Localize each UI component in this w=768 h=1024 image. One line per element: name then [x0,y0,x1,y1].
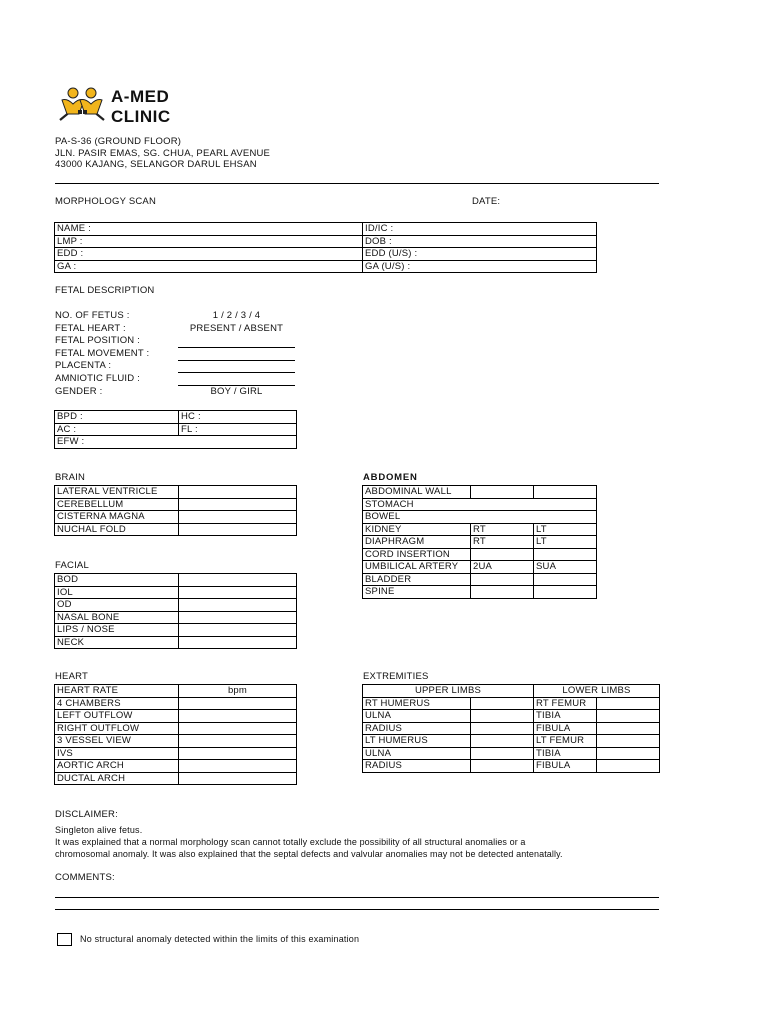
row-label: LATERAL VENTRICLE [55,486,179,499]
extremities-table [362,684,660,773]
table-row [363,498,597,511]
table-row [363,586,597,599]
fetal-heart-options[interactable]: PRESENT / ABSENT [189,323,284,334]
row-label: FIBULA [534,760,597,773]
cisterna-magna-value[interactable] [179,511,297,524]
row-label: CEREBELLUM [55,498,179,511]
fetal-position-line[interactable] [178,347,295,348]
umbilical-2ua-cell[interactable]: 2UA [471,561,534,574]
row-label: TIBIA [534,710,597,723]
table-row [363,523,597,536]
disclaimer-heading: DISCLAIMER: [55,809,118,820]
row-label: NECK [55,636,179,649]
row-label: BOD [55,574,179,587]
table-row [55,599,297,612]
iol-value[interactable] [179,586,297,599]
limb-value[interactable] [597,722,660,735]
limb-value[interactable] [597,697,660,710]
disclaimer-line1: Singleton alive fetus. [55,825,143,835]
edd-field[interactable]: EDD : [55,248,363,261]
table-row [363,561,597,574]
row-label: SPINE [363,586,471,599]
table-row [55,624,297,637]
fetal-position-label: FETAL POSITION : [55,335,141,346]
limb-value[interactable] [597,735,660,748]
address-line3: 43000 KAJANG, SELANGOR DARUL EHSAN [55,159,257,170]
bpd-field[interactable]: BPD : [55,411,179,424]
table-row [55,574,297,587]
table-row [55,511,297,524]
heart-rate-value[interactable]: bpm [179,685,297,698]
table-row [55,486,297,499]
nasal-bone-value[interactable] [179,611,297,624]
fetal-heart-label: FETAL HEART : [55,323,126,334]
row-label: ABDOMINAL WALL [363,486,471,499]
ac-field[interactable]: AC : [55,423,179,436]
abdomen-cell[interactable] [471,548,534,561]
upper-limbs-header: UPPER LIMBS [363,685,534,698]
limb-value[interactable] [471,697,534,710]
abdomen-cell[interactable] [534,586,597,599]
disclaimer-line3: chromosomal anomaly. It was also explained that the septal defects and valvular anomalies may not be detected antenatally. [55,849,563,859]
row-label: LT HUMERUS [363,735,471,748]
lateral-ventricle-value[interactable] [179,486,297,499]
amniotic-fluid-label: AMNIOTIC FLUID : [55,373,141,384]
id-ic-field[interactable]: ID/IC : [363,223,597,236]
row-label: RIGHT OUTFLOW [55,722,179,735]
efw-field[interactable]: EFW : [55,436,297,449]
comments-line-2[interactable] [55,909,659,910]
table-row [363,735,660,748]
aortic-arch-value[interactable] [179,760,297,773]
abdomen-cell[interactable] [534,573,597,586]
clinic-logo [56,84,108,124]
right-outflow-value[interactable] [179,722,297,735]
row-label: CORD INSERTION [363,548,471,561]
table-row [55,772,297,785]
table-row [363,486,597,499]
placenta-label: PLACENTA : [55,360,112,371]
limb-value[interactable] [471,722,534,735]
kidney-rt-cell[interactable]: RT [471,523,534,536]
limb-value[interactable] [597,747,660,760]
limb-value[interactable] [471,760,534,773]
row-label[interactable]: STOMACH [363,498,597,511]
table-row [55,523,297,536]
placenta-line[interactable] [178,372,295,373]
table-row [363,697,660,710]
heart-heading: HEART [55,671,89,682]
comments-label: COMMENTS: [55,872,115,883]
table-row [55,697,297,710]
fetal-movement-line[interactable] [178,360,295,361]
abdomen-cell[interactable] [534,548,597,561]
name-field[interactable]: NAME : [55,223,363,236]
nuchal-fold-value[interactable] [179,523,297,536]
row-label: FIBULA [534,722,597,735]
row-label: TIBIA [534,747,597,760]
fetal-movement-label: FETAL MOVEMENT : [55,348,150,359]
header-divider [55,183,659,184]
table-row [55,722,297,735]
table-row [55,248,597,261]
od-value[interactable] [179,599,297,612]
hc-field[interactable]: HC : [179,411,297,424]
lmp-field[interactable]: LMP : [55,235,363,248]
two-figures-house-logo-icon [56,84,108,124]
extremities-heading: EXTREMITIES [363,671,429,682]
lower-limbs-header: LOWER LIMBS [534,685,660,698]
disclaimer-line2: It was explained that a normal morphology scan cannot totally exclude the possibility of all structural anomalies or a [55,837,526,847]
edd-us-field[interactable]: EDD (U/S) : [363,248,597,261]
facial-table [54,573,297,649]
ga-field[interactable]: GA : [55,260,363,273]
row-label: NASAL BONE [55,611,179,624]
table-row [363,760,660,773]
no-anomaly-checkbox[interactable] [57,933,72,946]
table-row [363,536,597,549]
date-label: DATE: [472,196,501,207]
row-label: UMBILICAL ARTERY [363,561,471,574]
row-label: 4 CHAMBERS [55,697,179,710]
ga-us-field[interactable]: GA (U/S) : [363,260,597,273]
row-label: ULNA [363,710,471,723]
limb-value[interactable] [597,710,660,723]
row-label: HEART RATE [55,685,179,698]
table-row [363,722,660,735]
biometry-table [54,410,297,449]
kidney-lt-cell[interactable]: LT [534,523,597,536]
row-label: RADIUS [363,760,471,773]
row-label: RT HUMERUS [363,697,471,710]
four-chambers-value[interactable] [179,697,297,710]
abdomen-table [362,485,597,599]
umbilical-sua-cell[interactable]: SUA [534,561,597,574]
row-label: RADIUS [363,722,471,735]
cerebellum-value[interactable] [179,498,297,511]
heart-table [54,684,297,785]
dob-field[interactable]: DOB : [363,235,597,248]
table-row [363,747,660,760]
limb-value[interactable] [471,710,534,723]
table-row [55,423,297,436]
abdomen-cell[interactable] [534,486,597,499]
address-line2: JLN. PASIR EMAS, SG. CHUA, PEARL AVENUE [55,148,271,159]
neck-value[interactable] [179,636,297,649]
left-outflow-value[interactable] [179,710,297,723]
table-row [55,735,297,748]
fl-field[interactable]: FL : [179,423,297,436]
page-title: MORPHOLOGY SCAN [55,196,157,207]
brain-table [54,485,297,536]
diaphragm-lt-cell[interactable]: LT [534,536,597,549]
facial-heading: FACIAL [55,560,89,571]
no-fetus-options[interactable]: 1 / 2 / 3 / 4 [212,310,261,321]
row-label: CISTERNA MAGNA [55,511,179,524]
limb-value[interactable] [471,735,534,748]
row-label[interactable]: BOWEL [363,511,597,524]
brain-heading: BRAIN [55,472,86,483]
table-row [55,685,297,698]
table-row [55,710,297,723]
three-vessel-view-value[interactable] [179,735,297,748]
diaphragm-rt-cell[interactable]: RT [471,536,534,549]
table-row [55,436,297,449]
table-row [55,586,297,599]
table-row [363,548,597,561]
limb-value[interactable] [471,747,534,760]
comments-line-1[interactable] [55,897,659,898]
gender-label: GENDER : [55,386,103,397]
clinic-name-line1: A-MED [111,87,170,106]
patient-info-table [54,222,597,273]
clinic-name-line2: CLINIC [111,107,171,126]
abdomen-cell[interactable] [471,486,534,499]
gender-options[interactable]: BOY / GIRL [210,386,263,397]
table-row [55,636,297,649]
fetal-description-heading: FETAL DESCRIPTION [55,285,155,296]
row-label: AORTIC ARCH [55,760,179,773]
table-row [55,411,297,424]
row-label: KIDNEY [363,523,471,536]
row-label: LEFT OUTFLOW [55,710,179,723]
row-label: DUCTAL ARCH [55,772,179,785]
abdomen-cell[interactable] [471,573,534,586]
row-label: DIAPHRAGM [363,536,471,549]
row-label: LIPS / NOSE [55,624,179,637]
table-row [55,260,597,273]
row-label: BLADDER [363,573,471,586]
abdomen-heading: ABDOMEN [363,472,418,483]
abdomen-cell[interactable] [471,586,534,599]
row-label: IVS [55,747,179,760]
ductal-arch-value[interactable] [179,772,297,785]
row-label: OD [55,599,179,612]
row-label: IOL [55,586,179,599]
no-anomaly-label: No structural anomaly detected within the limits of this examination [80,934,360,944]
no-fetus-label: NO. OF FETUS : [55,310,130,321]
table-row [363,685,660,698]
table-row [363,710,660,723]
lips-nose-value[interactable] [179,624,297,637]
table-row [55,747,297,760]
table-row [363,511,597,524]
table-row [55,223,597,236]
ivs-value[interactable] [179,747,297,760]
table-row [55,498,297,511]
bod-value[interactable] [179,574,297,587]
row-label: ULNA [363,747,471,760]
row-label: RT FEMUR [534,697,597,710]
row-label: NUCHAL FOLD [55,523,179,536]
table-row [55,235,597,248]
row-label: 3 VESSEL VIEW [55,735,179,748]
address-line1: PA-S-36 (GROUND FLOOR) [55,136,182,147]
table-row [363,573,597,586]
table-row [55,760,297,773]
row-label: LT FEMUR [534,735,597,748]
table-row [55,611,297,624]
limb-value[interactable] [597,760,660,773]
